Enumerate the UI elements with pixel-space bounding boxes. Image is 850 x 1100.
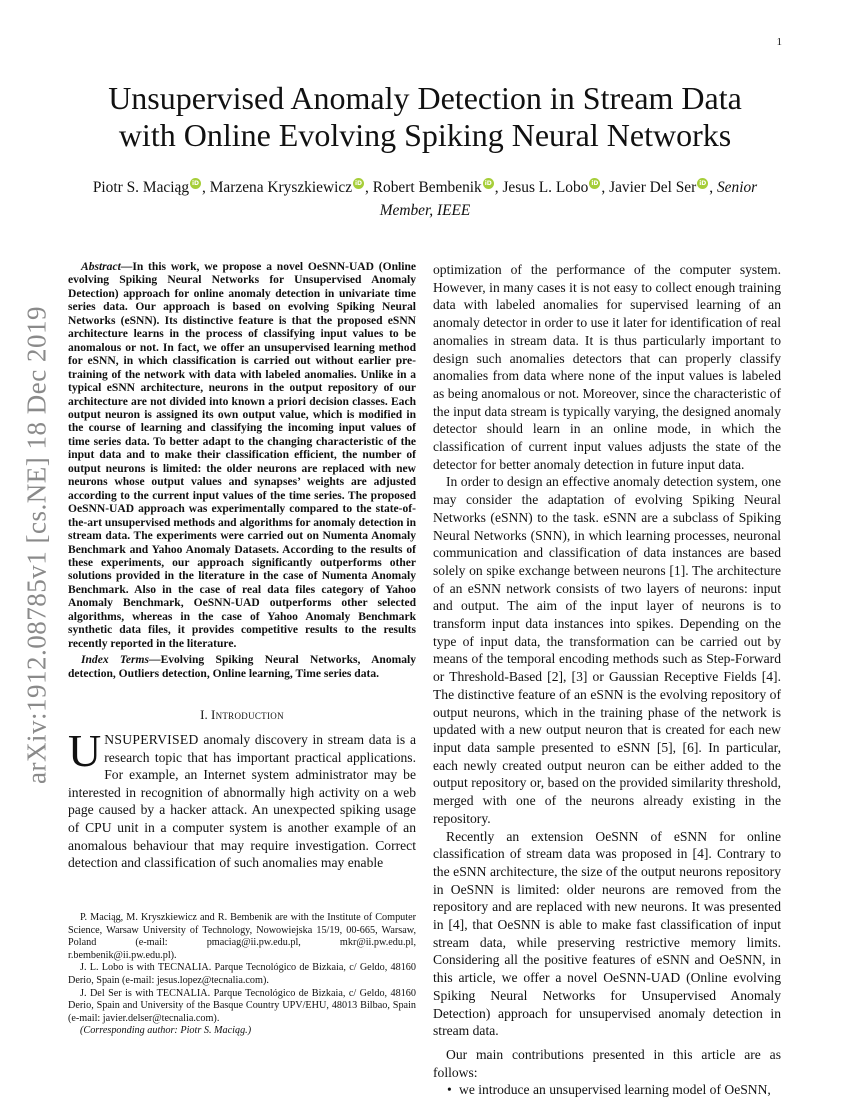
section-heading [68,707,416,723]
author-2: Marzena Kryszkiewicz [209,179,353,196]
footnote: (Corresponding author: Piotr S. Maciąg.) [80,1025,252,1037]
paragraph: optimization of the performance of the computer system. However, in many cases it is not easy to collect enough training data with labeled anomalies for supervised learning of an anomaly detector in order to use it later for identification of real anomalies in stream data. It is thus particularly important to design such anomalies detectors that can properly classify anomalies from data where none of the input values is labeled as being anomalous or not. Moreover, since the characteristic of the input data stream is typically varying, the designed anomaly detector should learn in an online mode, in which the classification of current input values adjusts the state of the detector for better anomaly detection in future input data. [433,262,781,472]
orcid-icon[interactable]: iD [591,180,599,187]
author-1: Piotr S. Maciąg [92,179,190,196]
right-column [433,261,781,1099]
index-terms-text: —Evolving Spiking Neural Networks, Anomaly detection, Outliers detection, Online learning, Time series data. [68,654,417,680]
footnote: P. Maciąg, M. Kryszkiewicz and R. Bembenik are with the Institute of Computer Science, Warsaw University of Technology, Nowowiejska 15/19, 00-665, Warsaw, Poland (e-mail: pmaciag@ii.pw.edu.pl, mkr@ii.pw.edu.pl, r.bembenik@ii.pw.edu.pl). [68,912,416,961]
page-number: 1 [776,36,782,48]
title-line-2: with Online Evolving Spiking Neural Networks [118,117,732,153]
author-list: Piotr S. Maciąg iD , Marzena Kryszkiewicz iD , Robert Bembenik iD , Jesus L. Lobo iD , Javier Del Ser iD , Senior Member, IEEE [92,179,758,219]
paragraph: Our main contributions presented in this article are as follows: [433,1046,781,1080]
author-4: Jesus L. Lobo [502,179,589,196]
footnote: J. L. Lobo is with TECNALIA. Parque Tecnológico de Bizkaia, c/ Geldo, 48160 Derio, Spain (e-mail: jesus.lopez@tecnalia.com). [68,962,416,986]
paragraph: In order to design an effective anomaly detection system, one may consider the adaptation of evolving Spiking Neural Networks (eSNN) to the task. eSNN are a subclass of Spiking Neural Networks (SNN), in which learning processes, neuronal communication and classification of data instances are based solely on spike exchange between neurons [1]. The architecture of an eSNN network consists of two layers of neurons: input and output. The aim of the input layer of neurons is to transform input data instances into spikes. Depending on the type of input data, the transformation can be carried out by means of the temporal encoding methods such as Step-Forward or Threshold-Based [2], [3] or Gaussian Receptive Fields [4]. The distinctive feature of an eSNN is the evolving repository of output neurons, which in the training phase of the network is updated with a new output neuron that is created for each new input data sample presented to eSNN [5], [6]. In particular, each newly created output neuron can be either added to the output repository or, based on the provided similarity threshold, merged with one of the neurons already existing in the repository. [433,474,781,826]
drop-cap: U [68,725,102,777]
section-numeral: I. [200,707,208,723]
arxiv-id: arXiv:1912.08785v1 [cs.NE] 18 Dec 2019 [21,306,52,784]
title-line-1: Unsupervised Anomaly Detection in Stream Data [108,80,742,116]
orcid-icon[interactable]: iD [699,180,707,187]
footnote: J. Del Ser is with TECNALIA. Parque Tecnológico de Bizkaia, c/ Geldo, 48160 Derio, Spain and University of the Basque Country UPV/EHU, 48013 Bilbao, Spain (e-mail: javier.delser@tecnalia.com). [68,987,416,1024]
index-terms-label: Index Terms [81,654,150,667]
intro-paragraph [68,725,416,872]
orcid-icon[interactable]: iD [484,180,492,187]
bullet-icon: • [447,1082,452,1098]
list-item-text: we introduce an unsupervised learning model of OeSNN, [459,1082,771,1098]
paper-title [60,80,790,154]
author-role: Senior Member, IEEE [379,179,758,219]
abstract-text: —In this work, we propose a novel OeSNN-UAD (Online evolving Spiking Neural Networks for Unsupervised Anomaly Detection) approach for online anomaly detection in univariate time series data. Our approach is based on evolving Spiking Neural Networks (eSNN). Its distinctive feature is that the proposed eSNN architecture learns in the process of classifying input values to be anomalous or not. In fact, we offer an unsupervised learning method for eSNN, in which classification is carried out without earlier pre-training of the network with data with labeled anomalies. Unlike in a typical eSNN architecture, neurons in the output repository of our architecture are not divided into known a priori decision classes. Each output neuron is assigned its own output value, which is modified in the course of learning and classifying the incoming input values of time series data. To better adapt to the changing characteristic of the input data and to make their classification efficient, the number of output neurons is limited: the older neurons are replaced with new neurons whose output values and synapses’ weights are adjusted according to the current input values of the time series. The proposed OeSNN-UAD approach was experimentally compared to the state-of-the-art unsupervised methods and algorithms for anomaly detection in stream data. The experiments were carried out on Numenta Anomaly Benchmark and Yahoo Anomaly Datasets. According to the results of these experiments, our approach significantly outperforms other solutions provided in the literature in the case of Numenta Anomaly Benchmark. Also in the case of real data files category of Yahoo Anomaly Benchmark, OeSNN-UAD outperforms other selected algorithms, whereas in the case of Yahoo Anomaly Benchmark synthetic data files, it provides competitive results to the results recently reported in the literature. [68,261,416,650]
orcid-icon[interactable]: iD [192,180,200,187]
list-item [433,1081,781,1099]
lead-caps: NSUPERVISED [104,732,199,748]
author-3: Robert Bembenik [372,179,482,196]
intro-text: anomaly discovery in stream data is a research topic that has important practical applications. For example, an Internet system administrator may be interested in recognition of abnormally high activity on a web page caused by a hacker attack. An unexpected spiking usage of CPU unit in a computer system is another example of an anomalous behaviour that may require investigation. Correct detection and classification of such anomalies may enable [68,732,416,871]
abstract [68,261,416,651]
arxiv-watermark [12,290,62,800]
author-5: Javier Del Ser [609,179,697,196]
index-terms [68,654,416,681]
paragraph: Recently an extension OeSNN of eSNN for online classification of stream data was proposed in [4]. Contrary to the eSNN architecture, the size of the output neurons repository in OeSNN is limited: older neurons are removed from the repository and are replaced with new neurons. It was presented in [4], that OeSNN is able to make fast classification of input stream data, while preserving restrictive memory limits. Considering all the positive features of eSNN and OeSNN, in this article, we offer a novel OeSNN-UAD (Online evolving Spiking Neural Networks for Unsupervised Anomaly Detection) approach for unsupervised anomaly detection in stream data. [433,828,781,1039]
orcid-icon[interactable]: iD [355,180,363,187]
left-column [68,261,416,872]
section-title: Introduction [210,707,284,723]
abstract-label: Abstract [81,261,121,273]
footnotes [68,912,416,1038]
